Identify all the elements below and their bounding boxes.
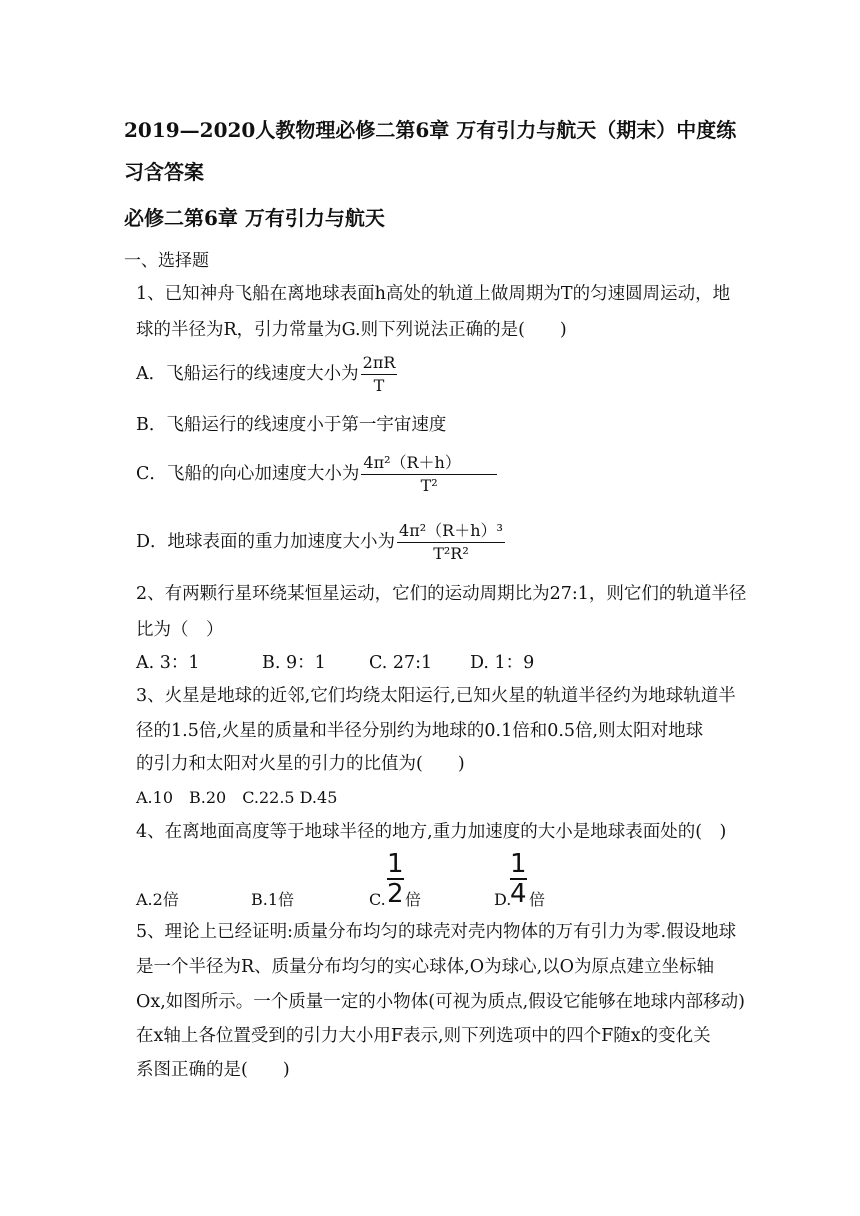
q1-option-d-denominator: T²R²: [433, 544, 469, 563]
doc-title-line-1: 2019—2020人教物理必修二第6章 万有引力与航天（期末）中度练: [124, 118, 737, 142]
q2-option-d: D. 1：9: [470, 653, 535, 673]
q2-stem-line-2: 比为（ ）: [136, 620, 224, 640]
q4-options: [136, 848, 736, 912]
chapter-heading: 必修二第6章 万有引力与航天: [124, 206, 385, 230]
q4-option-d-label: D.: [494, 890, 512, 909]
q5-stem-line-5: 系图正确的是( ): [136, 1060, 290, 1080]
q5-stem-line-3: Ox,如图所示。一个质量一定的小物体(可视为质点,假设它能够在地球内部移动): [136, 992, 745, 1012]
q3-options: A.10 B.20 C.22.5 D.45: [136, 788, 338, 807]
q4-option-d-denominator: 4: [510, 879, 527, 909]
q3-stem-line-1: 3、火星是地球的近邻,它们均绕太阳运行,已知火星的轨道半径约为地球轨道半: [136, 686, 736, 706]
q4-option-c-label: C.: [369, 890, 386, 909]
q1-option-a-numerator: 2πR: [361, 352, 398, 375]
q4-option-b: B.1倍: [251, 890, 295, 909]
q2-stem-line-1: 2、有两颗行星环绕某恒星运动，它们的运动周期比为27:1，则它们的轨道半径: [136, 584, 747, 604]
q5-stem-line-2: 是一个半径为R、质量分布均匀的实心球体,O为球心,以O为原点建立坐标轴: [136, 957, 714, 977]
q1-option-a-denominator: T: [373, 376, 385, 395]
q2-option-a: A. 3：1: [136, 653, 200, 673]
q1-option-c-numerator: 4π²（R＋h）: [361, 452, 496, 475]
q1-option-a-fraction: [361, 352, 398, 397]
q1-option-d-numerator: 4π²（R＋h）³: [397, 520, 505, 543]
q3-stem-line-2: 径的1.5倍,火星的质量和半径分别约为地球的0.1倍和0.5倍,则太阳对地球: [136, 721, 704, 741]
q1-option-d-fraction: [397, 520, 505, 565]
q1-option-a-text: A．飞船运行的线速度大小为: [136, 364, 359, 384]
q1-option-c-text: C．飞船的向心加速度大小为: [136, 464, 360, 484]
q1-option-c-fraction: [361, 452, 496, 497]
q1-stem-line-2: 球的半径为R，引力常量为G.则下列说法正确的是( ): [136, 320, 567, 340]
q4-option-d-numerator: 1: [510, 849, 527, 879]
q5-stem-line-1: 5、理论上已经证明:质量分布均匀的球壳对壳内物体的万有引力为零.假设地球: [136, 922, 737, 942]
q4-option-a: A.2倍: [136, 890, 179, 909]
q3-stem-line-3: 的引力和太阳对火星的引力的比值为( ): [136, 754, 465, 774]
section-heading: 一、选择题: [124, 251, 209, 271]
q1-option-c-denominator: T²: [420, 476, 438, 495]
q1-option-d-text: D．地球表面的重力加速度大小为: [136, 532, 396, 552]
q2-option-b: B. 9：1: [262, 653, 326, 673]
q2-option-c: C. 27:1: [369, 653, 433, 673]
q1-option-a: [136, 352, 397, 397]
q4-option-c-fraction: [387, 850, 404, 908]
q1-option-c: [136, 452, 497, 497]
q4-option-c-numerator: 1: [387, 849, 404, 879]
doc-title-line-2: 习含答案: [124, 160, 204, 184]
q4-option-c-denominator: 2: [387, 879, 404, 909]
q1-option-b: B．飞船运行的线速度小于第一宇宙速度: [136, 415, 447, 435]
q4-stem-line-1: 4、在离地面高度等于地球半径的地方,重力加速度的大小是地球表面处的( ): [136, 822, 727, 842]
q4-option-c-suffix: 倍: [405, 890, 422, 909]
q4-option-d-fraction: [510, 850, 527, 908]
q5-stem-line-4: 在x轴上各位置受到的引力大小用F表示,则下列选项中的四个F随x的变化关: [136, 1026, 711, 1046]
q1-option-d: [136, 520, 505, 565]
q1-stem-line-1: 1、已知神舟飞船在离地球表面h高处的轨道上做周期为T的匀速圆周运动，地: [136, 284, 731, 304]
q4-option-d-suffix: 倍: [529, 890, 546, 909]
